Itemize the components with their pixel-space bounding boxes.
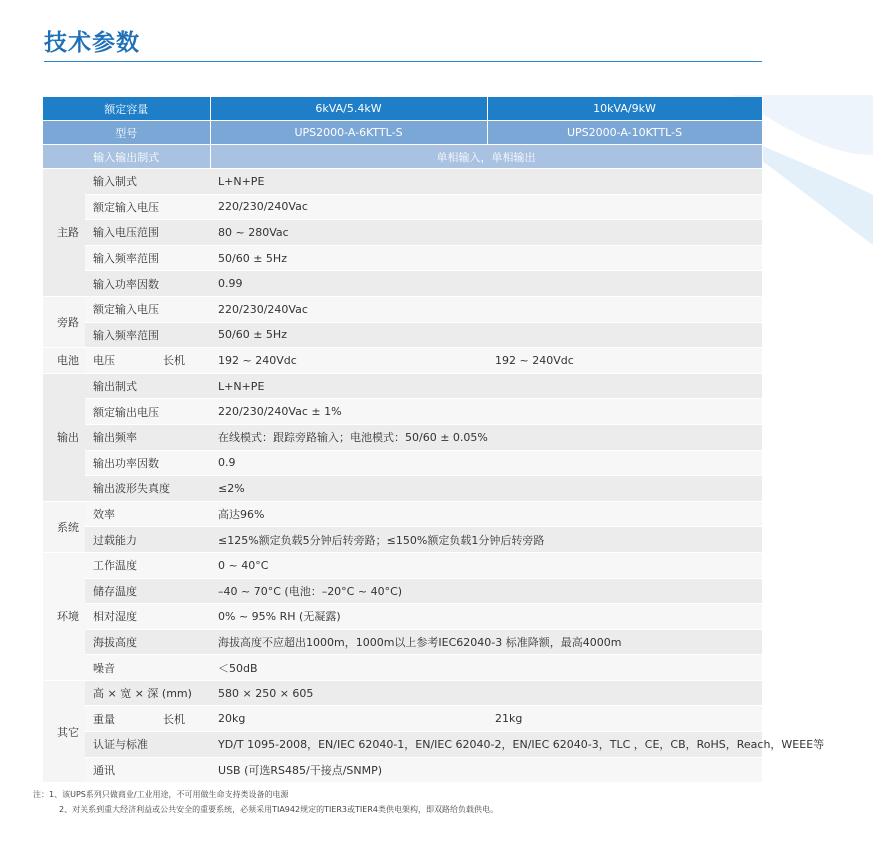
capacity-row bbox=[43, 97, 762, 121]
row-value: YD/T 1095-2008，EN/IEC 62040-1，EN/IEC 62040-2，EN/IEC 62040-3，TLC ，CE，CB，RoHS，Reach，WEEE等 bbox=[210, 732, 762, 758]
row-value: 220/230/240Vac bbox=[210, 296, 762, 322]
group-bypass: 旁路 bbox=[43, 296, 85, 347]
row-value: 海拔高度不应超出1000m，1000m以上参考IEC62040-3 标准降额，最高4000m bbox=[210, 629, 762, 655]
table-row bbox=[43, 501, 762, 527]
row-label: 输入功率因数 bbox=[85, 271, 210, 297]
title-underline bbox=[44, 61, 762, 62]
row-value: L+N+PE bbox=[210, 373, 762, 399]
row-value-10k: 21kg bbox=[487, 706, 762, 732]
row-value-6k: 192 ~ 240Vdc bbox=[210, 348, 487, 374]
row-value: 0% ~ 95% RH (无凝露) bbox=[210, 604, 762, 630]
footnotes bbox=[33, 787, 498, 817]
row-label: 高 × 宽 × 深 (mm) bbox=[85, 680, 210, 706]
row-value: 0 ~ 40°C bbox=[210, 552, 762, 578]
table-row bbox=[43, 399, 762, 425]
row-label: 噪音 bbox=[85, 655, 210, 681]
row-label: 效率 bbox=[85, 501, 210, 527]
row-value: 80 ~ 280Vac bbox=[210, 220, 762, 246]
table-row bbox=[43, 552, 762, 578]
table-row bbox=[43, 373, 762, 399]
footnote-1: 注：1、该UPS系列只做商业/工业用途，不可用做生命支持类设备的电源 bbox=[33, 790, 289, 799]
row-value: 220/230/240Vac ± 1% bbox=[210, 399, 762, 425]
model-label: 型号 bbox=[43, 121, 210, 145]
row-value: ＜50dB bbox=[210, 655, 762, 681]
row-label: 额定输出电压 bbox=[85, 399, 210, 425]
spec-table bbox=[43, 97, 825, 783]
row-label: 额定输入电压 bbox=[85, 296, 210, 322]
row-label: 额定输入电压 bbox=[85, 194, 210, 220]
page-title: 技术参数 bbox=[44, 30, 140, 56]
row-value: USB (可选RS485/干接点/SNMP) bbox=[210, 757, 762, 783]
table-row bbox=[43, 757, 762, 783]
group-environment: 环境 bbox=[43, 552, 85, 680]
capacity-10k: 10kVA/9kW bbox=[487, 97, 762, 121]
row-label: 通讯 bbox=[85, 757, 210, 783]
table-row bbox=[43, 245, 762, 271]
table-row bbox=[43, 424, 762, 450]
row-label: 相对湿度 bbox=[85, 604, 210, 630]
table-row bbox=[43, 604, 762, 630]
row-value-6k: 20kg bbox=[210, 706, 487, 732]
row-label: 过载能力 bbox=[85, 527, 210, 553]
table-row bbox=[43, 450, 762, 476]
row-label: 输出频率 bbox=[85, 424, 210, 450]
capacity-label: 额定容量 bbox=[43, 97, 210, 121]
row-label: 输出功率因数 bbox=[85, 450, 210, 476]
model-6k: UPS2000-A-6KTTL-S bbox=[210, 121, 487, 145]
row-value: ≤125%额定负载5分钟后转旁路；≤150%额定负载1分钟后转旁路 bbox=[210, 527, 762, 553]
group-battery: 电池 bbox=[43, 348, 85, 374]
table-row bbox=[43, 348, 762, 374]
table-row bbox=[43, 706, 762, 732]
row-label: 输出波形失真度 bbox=[85, 476, 210, 502]
io-type-value: 单相输入，单相输出 bbox=[210, 145, 762, 169]
row-label: 输入频率范围 bbox=[85, 322, 210, 348]
table-row bbox=[43, 527, 762, 553]
group-system: 系统 bbox=[43, 501, 85, 552]
row-sublabel: 长机 bbox=[155, 706, 210, 732]
row-label: 电压 bbox=[85, 348, 155, 374]
row-label: 输出制式 bbox=[85, 373, 210, 399]
row-value: 0.99 bbox=[210, 271, 762, 297]
row-value: 在线模式：跟踪旁路输入；电池模式：50/60 ± 0.05% bbox=[210, 424, 762, 450]
row-value: 580 × 250 × 605 bbox=[210, 680, 762, 706]
footnote-2: 2、对关系到重大经济利益或公共安全的重要系统，必须采用TIA942规定的TIER3或TIER4类供电架构，即双路给负载供电。 bbox=[59, 805, 498, 814]
row-label: 输入制式 bbox=[85, 169, 210, 195]
capacity-6k: 6kVA/5.4kW bbox=[210, 97, 487, 121]
table-row bbox=[43, 220, 762, 246]
row-value: 高达96% bbox=[210, 501, 762, 527]
row-label: 输入电压范围 bbox=[85, 220, 210, 246]
group-output: 输出 bbox=[43, 373, 85, 501]
row-value: 220/230/240Vac bbox=[210, 194, 762, 220]
model-row bbox=[43, 121, 762, 145]
row-value-10k: 192 ~ 240Vdc bbox=[487, 348, 762, 374]
table-row bbox=[43, 476, 762, 502]
table-row bbox=[43, 578, 762, 604]
row-value: –40 ~ 70°C (电池：–20°C ~ 40°C) bbox=[210, 578, 762, 604]
io-type-row bbox=[43, 145, 762, 169]
table-row bbox=[43, 655, 762, 681]
table-row bbox=[43, 169, 762, 195]
group-others: 其它 bbox=[43, 680, 85, 782]
row-value: L+N+PE bbox=[210, 169, 762, 195]
row-label: 重量 bbox=[85, 706, 155, 732]
row-label: 输入频率范围 bbox=[85, 245, 210, 271]
model-10k: UPS2000-A-10KTTL-S bbox=[487, 121, 762, 145]
table-row bbox=[43, 322, 762, 348]
row-label: 认证与标准 bbox=[85, 732, 210, 758]
table-row bbox=[43, 271, 762, 297]
group-main: 主路 bbox=[43, 169, 85, 297]
table-row bbox=[43, 296, 762, 322]
row-value: 50/60 ± 5Hz bbox=[210, 245, 762, 271]
row-value: 0.9 bbox=[210, 450, 762, 476]
table-row bbox=[43, 194, 762, 220]
row-value: ≤2% bbox=[210, 476, 762, 502]
table-row bbox=[43, 629, 762, 655]
row-sublabel: 长机 bbox=[155, 348, 210, 374]
table-row bbox=[43, 732, 762, 758]
table-row bbox=[43, 680, 762, 706]
row-label: 工作温度 bbox=[85, 552, 210, 578]
io-type-label: 输入输出制式 bbox=[43, 145, 210, 169]
row-label: 海拔高度 bbox=[85, 629, 210, 655]
row-value: 50/60 ± 5Hz bbox=[210, 322, 762, 348]
row-label: 储存温度 bbox=[85, 578, 210, 604]
